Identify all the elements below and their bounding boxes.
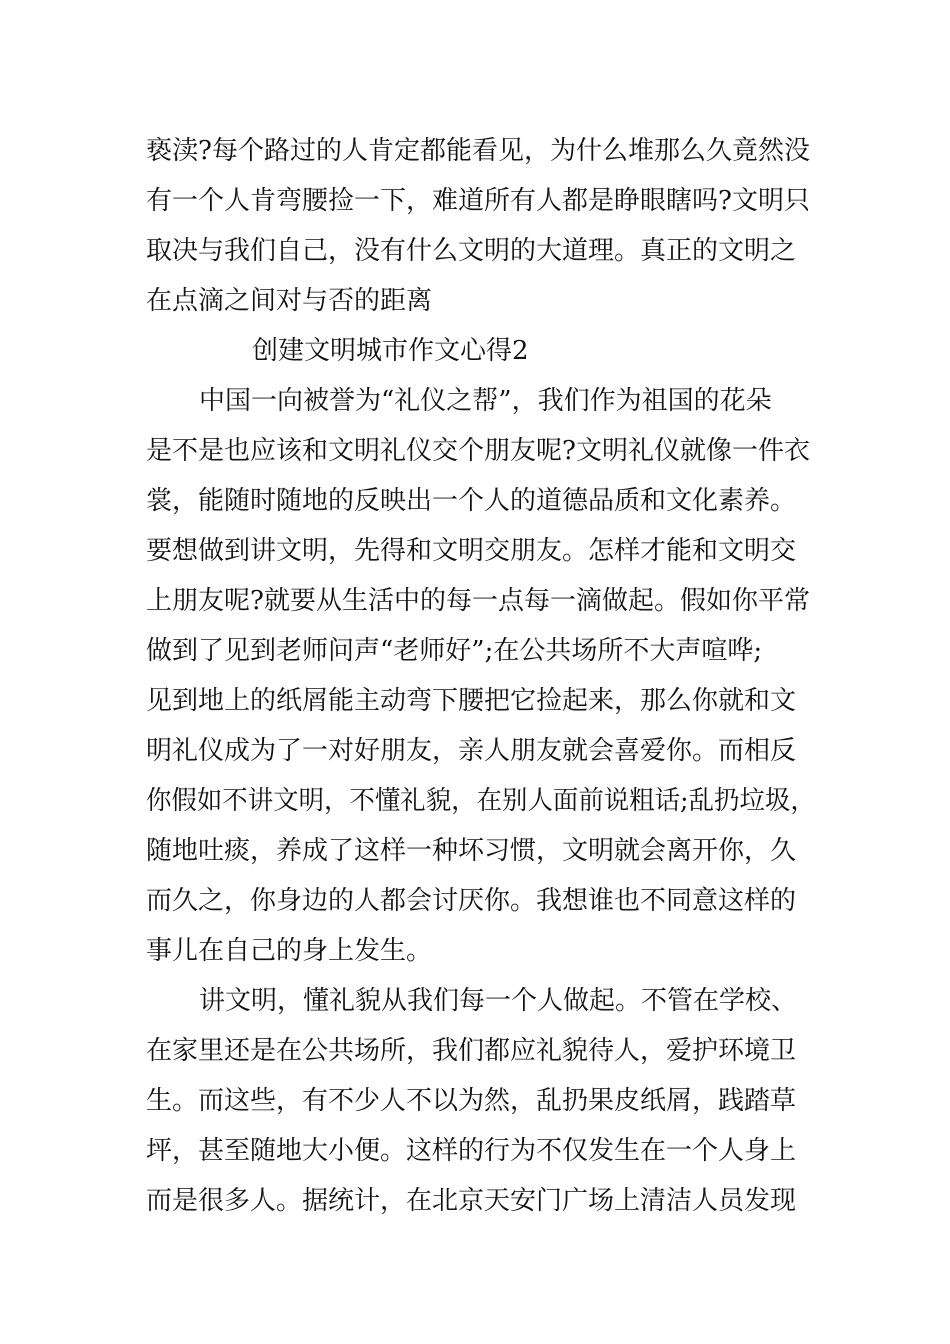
text-line-16: 而久之，你身边的人都会讨厌你。我想谁也不同意这样的 (146, 886, 797, 916)
text-line-17: 事儿在自己的身上发生。 (146, 936, 433, 966)
text-line-7: 是不是也应该和文明礼仪交个朋友呢?文明礼仪就像一件衣 (146, 436, 810, 466)
text-line-11: 做到了见到老师问声“老师好”;在公共场所不大声喧哗; (146, 636, 763, 666)
text-line-8: 裳，能随时随地的反映出一个人的道德品质和文化素养。 (146, 486, 797, 516)
text-line-10: 上朋友呢?就要从生活中的每一点每一滴做起。假如你平常 (146, 586, 810, 616)
text-line-15: 随地吐痰，养成了这样一种坏习惯，文明就会离开你，久 (146, 836, 797, 866)
section-heading: 创建文明城市作文心得2 (252, 336, 529, 366)
text-line-3: 取决与我们自己，没有什么文明的大道理。真正的文明之 (146, 236, 797, 266)
text-line-2: 有一个人肯弯腰捡一下，难道所有人都是睁眼瞎吗?文明只 (146, 186, 810, 216)
text-line-21: 坪，甚至随地大小便。这样的行为不仅发生在一个人身上 (146, 1136, 797, 1166)
text-line-6: 中国一向被誉为“礼仪之帮”，我们作为祖国的花朵 (199, 386, 772, 416)
text-line-20: 生。而这些，有不少人不以为然，乱扔果皮纸屑，践踏草 (146, 1086, 797, 1116)
text-line-14: 你假如不讲文明，不懂礼貌，在别人面前说粗话;乱扔垃圾， (146, 786, 816, 816)
text-line-13: 明礼仪成为了一对好朋友，亲人朋友就会喜爱你。而相反 (146, 736, 797, 766)
text-line-1: 亵渎?每个路过的人肯定都能看见，为什么堆那么久竟然没 (146, 136, 810, 166)
text-line-22: 而是很多人。据统计，在北京天安门广场上清洁人员发现 (146, 1186, 797, 1216)
text-line-4: 在点滴之间对与否的距离 (146, 286, 433, 316)
text-line-12: 见到地上的纸屑能主动弯下腰把它捡起来，那么你就和文 (146, 686, 797, 716)
text-line-9: 要想做到讲文明，先得和文明交朋友。怎样才能和文明交 (146, 536, 797, 566)
text-line-18: 讲文明，懂礼貌从我们每一个人做起。不管在学校、 (199, 986, 798, 1016)
text-line-19: 在家里还是在公共场所，我们都应礼貌待人，爱护环境卫 (146, 1036, 797, 1066)
